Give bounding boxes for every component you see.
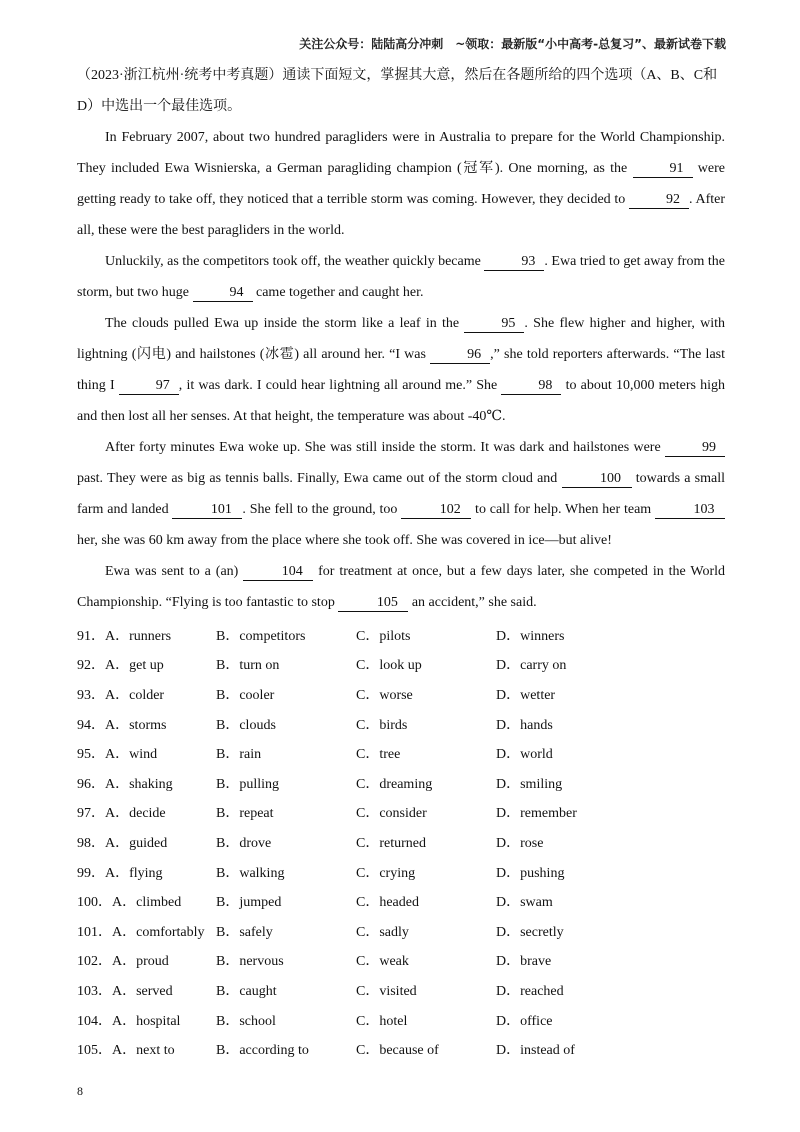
- option-b[interactable]: [216, 862, 356, 882]
- option-label: A．served: [112, 983, 173, 999]
- passage-text: an accident,” she said.: [408, 595, 537, 610]
- option-a[interactable]: [77, 684, 216, 704]
- option-a[interactable]: [77, 802, 216, 822]
- option-label: A．hospital: [112, 1013, 181, 1029]
- option-c[interactable]: [356, 1010, 496, 1030]
- option-label: C．because of: [356, 1043, 439, 1059]
- answer-blank: 104: [243, 564, 313, 581]
- passage-text: ,” she told reporters afterwards. “The last thing I: [77, 347, 725, 393]
- option-d[interactable]: [496, 743, 646, 763]
- option-label: B．pulling: [216, 776, 280, 792]
- passage-text: to call for help. When her team: [471, 502, 655, 517]
- paragraph: [77, 556, 725, 618]
- option-c[interactable]: [356, 625, 496, 645]
- option-label: D．world: [496, 747, 553, 763]
- option-b[interactable]: [216, 1010, 356, 1030]
- option-d[interactable]: [496, 980, 646, 1000]
- option-c[interactable]: [356, 654, 496, 674]
- option-a[interactable]: [77, 950, 216, 970]
- option-label: D．remember: [496, 806, 577, 822]
- option-d[interactable]: [496, 950, 646, 970]
- question-number: 105．: [77, 1043, 112, 1059]
- passage-text: . She flew higher and higher, with lightning (闪电) and hailstones (冰雹) all around her. “I was: [77, 316, 725, 362]
- question-row: [77, 1005, 725, 1035]
- passage-text: her, she was 60 km away from the place where she took off. She was covered in ice—but alive!: [77, 533, 612, 548]
- option-label: C．consider: [356, 806, 427, 822]
- question-row: [77, 886, 725, 916]
- option-d[interactable]: [496, 1039, 646, 1059]
- option-a[interactable]: [77, 980, 216, 1000]
- option-c[interactable]: [356, 1039, 496, 1059]
- passage-text: past. They were as big as tennis balls. Finally, Ewa came out of the storm cloud and: [77, 471, 562, 486]
- option-label: A．shaking: [105, 776, 173, 792]
- question-number: 100．: [77, 895, 112, 911]
- option-label: B．rain: [216, 747, 262, 763]
- question-row: [77, 650, 725, 680]
- option-b[interactable]: [216, 950, 356, 970]
- option-c[interactable]: [356, 921, 496, 941]
- option-label: C．tree: [356, 747, 401, 763]
- question-row: [77, 738, 725, 768]
- question-row: [77, 916, 725, 946]
- option-b[interactable]: [216, 891, 356, 911]
- question-number: 102．: [77, 954, 112, 970]
- answer-blank: 101: [172, 502, 242, 519]
- option-d[interactable]: [496, 802, 646, 822]
- question-number: 101．: [77, 924, 112, 940]
- option-label: A．comfortably: [112, 924, 205, 940]
- passage-text: . Ewa tried to get away from the storm, but two huge: [77, 254, 725, 300]
- answer-blank: 99: [665, 440, 725, 457]
- passage: [77, 122, 725, 618]
- question-row: [77, 975, 725, 1005]
- answer-blank: 95: [464, 316, 524, 333]
- option-label: D．secretly: [496, 924, 564, 940]
- passage-text: Ewa was sent to a (an): [105, 564, 244, 579]
- option-a[interactable]: [77, 654, 216, 674]
- option-label: B．school: [216, 1013, 276, 1029]
- passage-text: for treatment at once, but a few days later, she competed in the World Championship. “Flying is too fantastic to stop: [77, 564, 725, 610]
- option-label: C．worse: [356, 687, 413, 703]
- passage-text: , it was dark. I could hear lightning all around me.” She: [178, 378, 502, 393]
- answer-blank: 97: [119, 378, 179, 395]
- page-number: 8: [77, 1084, 83, 1098]
- passage-text: In February 2007, about two hundred paragliders were in Australia to prepare for the World Championship. They included Ewa Wisnierska, a German paragliding champion (冠军). One morning, as the: [77, 130, 725, 176]
- answer-blank: 100: [562, 471, 632, 488]
- option-c[interactable]: [356, 980, 496, 1000]
- option-label: D．swam: [496, 895, 553, 911]
- paragraph: [77, 246, 725, 308]
- answer-blank: 103: [655, 502, 725, 519]
- option-label: B．according to: [216, 1043, 309, 1059]
- option-d[interactable]: [496, 891, 646, 911]
- option-a[interactable]: [77, 625, 216, 645]
- passage-text: to about 10,000 meters high and then lost all her senses. At that height, the temperature was about -40℃.: [77, 378, 725, 424]
- option-a[interactable]: [77, 773, 216, 793]
- passage-text: . After all, these were the best paragliders in the world.: [77, 192, 725, 238]
- option-a[interactable]: [77, 862, 216, 882]
- option-label: C．sadly: [356, 924, 409, 940]
- option-label: B．clouds: [216, 717, 276, 733]
- option-label: D．reached: [496, 983, 564, 999]
- answer-blank: 98: [501, 378, 561, 395]
- option-label: A．guided: [105, 835, 168, 851]
- option-label: A．colder: [105, 687, 165, 703]
- option-label: D．brave: [496, 954, 552, 970]
- passage-text: Unluckily, as the competitors took off, the weather quickly became: [105, 254, 485, 269]
- option-c[interactable]: [356, 832, 496, 852]
- paragraph: [77, 122, 725, 246]
- option-a[interactable]: [77, 921, 216, 941]
- option-b[interactable]: [216, 654, 356, 674]
- option-b[interactable]: [216, 743, 356, 763]
- option-b[interactable]: [216, 684, 356, 704]
- option-label: C．dreaming: [356, 776, 433, 792]
- question-row: [77, 709, 725, 739]
- option-label: C．weak: [356, 954, 409, 970]
- question-row: [77, 827, 725, 857]
- passage-text: towards a small farm and landed: [77, 471, 726, 517]
- question-number: 91．: [77, 628, 105, 644]
- option-label: C．birds: [356, 717, 408, 733]
- answer-blank: 102: [401, 502, 471, 519]
- option-label: A．get up: [105, 658, 164, 674]
- paragraph: [77, 432, 725, 556]
- option-label: D．pushing: [496, 865, 565, 881]
- option-c[interactable]: [356, 862, 496, 882]
- option-a[interactable]: [77, 832, 216, 852]
- option-label: D．smiling: [496, 776, 563, 792]
- option-label: A．wind: [105, 747, 158, 763]
- question-row: [77, 620, 725, 650]
- option-a[interactable]: [77, 891, 216, 911]
- option-a[interactable]: [77, 714, 216, 734]
- option-label: B．cooler: [216, 687, 275, 703]
- option-c[interactable]: [356, 714, 496, 734]
- question-number: 103．: [77, 983, 112, 999]
- option-b[interactable]: [216, 921, 356, 941]
- question-number: 104．: [77, 1013, 112, 1029]
- option-b[interactable]: [216, 980, 356, 1000]
- option-label: B．competitors: [216, 628, 306, 644]
- option-c[interactable]: [356, 743, 496, 763]
- option-c[interactable]: [356, 773, 496, 793]
- option-label: C．crying: [356, 865, 416, 881]
- question-number: 99．: [77, 865, 105, 881]
- option-c[interactable]: [356, 891, 496, 911]
- option-label: B．repeat: [216, 806, 274, 822]
- option-label: A．proud: [112, 954, 169, 970]
- question-number: 96．: [77, 776, 105, 792]
- question-row: [77, 1034, 725, 1064]
- answer-blank: 92: [629, 192, 689, 209]
- page-header: 关注公众号：陆陆高分冲刺 ~领取：最新版“小中高考-总复习”、最新试卷下载: [299, 37, 726, 51]
- question-row: [77, 798, 725, 828]
- question-number: 93．: [77, 687, 105, 703]
- option-a[interactable]: [77, 743, 216, 763]
- question-number: 92．: [77, 658, 105, 674]
- option-b[interactable]: [216, 1039, 356, 1059]
- option-label: B．turn on: [216, 658, 280, 674]
- option-label: B．drove: [216, 835, 272, 851]
- option-d[interactable]: [496, 1010, 646, 1030]
- option-d[interactable]: [496, 625, 646, 645]
- option-label: D．instead of: [496, 1043, 575, 1059]
- answer-blank: 96: [430, 347, 490, 364]
- question-row: [77, 946, 725, 976]
- option-b[interactable]: [216, 773, 356, 793]
- passage-text: The clouds pulled Ewa up inside the storm like a leaf in the: [105, 316, 465, 331]
- document-body: [77, 60, 725, 1064]
- question-list: [77, 620, 725, 1064]
- question-number: 94．: [77, 717, 105, 733]
- option-a[interactable]: [77, 1039, 216, 1059]
- option-d[interactable]: [496, 832, 646, 852]
- option-b[interactable]: [216, 832, 356, 852]
- passage-text: After forty minutes Ewa woke up. She was still inside the storm. It was dark and hailstones were: [105, 440, 665, 455]
- question-number: 98．: [77, 835, 105, 851]
- option-label: A．climbed: [112, 895, 182, 911]
- option-label: A．next to: [112, 1043, 175, 1059]
- option-b[interactable]: [216, 714, 356, 734]
- answer-blank: 94: [193, 285, 253, 302]
- option-d[interactable]: [496, 862, 646, 882]
- option-d[interactable]: [496, 714, 646, 734]
- option-b[interactable]: [216, 625, 356, 645]
- passage-text: were getting ready to take off, they noticed that a terrible storm was coming. However, they decided to: [77, 161, 726, 207]
- option-a[interactable]: [77, 1010, 216, 1030]
- question-row: [77, 679, 725, 709]
- option-label: C．hotel: [356, 1013, 408, 1029]
- option-d[interactable]: [496, 773, 646, 793]
- answer-blank: 105: [338, 595, 408, 612]
- question-row: [77, 768, 725, 798]
- paragraph: [77, 308, 725, 432]
- option-label: B．walking: [216, 865, 285, 881]
- answer-blank: 91: [633, 161, 693, 178]
- option-label: C．returned: [356, 835, 426, 851]
- option-c[interactable]: [356, 684, 496, 704]
- question-number: 97．: [77, 806, 105, 822]
- option-label: C．visited: [356, 983, 417, 999]
- option-label: C．look up: [356, 658, 422, 674]
- option-label: D．rose: [496, 835, 544, 851]
- option-label: A．runners: [105, 628, 172, 644]
- option-label: D．office: [496, 1013, 553, 1029]
- option-b[interactable]: [216, 802, 356, 822]
- option-label: A．decide: [105, 806, 166, 822]
- option-label: A．storms: [105, 717, 167, 733]
- option-label: A．flying: [105, 865, 163, 881]
- option-label: B．caught: [216, 983, 277, 999]
- option-c[interactable]: [356, 950, 496, 970]
- option-label: B．jumped: [216, 895, 282, 911]
- option-label: D．hands: [496, 717, 553, 733]
- instructions: （2023·浙江杭州·统考中考真题）通读下面短文，掌握其大意，然后在各题所给的四个选项（A、B、C和D）中选出一个最佳选项。: [77, 68, 718, 114]
- option-label: B．safely: [216, 924, 273, 940]
- option-label: D．wetter: [496, 687, 556, 703]
- option-d[interactable]: [496, 654, 646, 674]
- option-d[interactable]: [496, 921, 646, 941]
- option-label: D．winners: [496, 628, 565, 644]
- option-label: D．carry on: [496, 658, 567, 674]
- option-c[interactable]: [356, 802, 496, 822]
- answer-blank: 93: [484, 254, 544, 271]
- question-number: 95．: [77, 747, 105, 763]
- option-label: C．pilots: [356, 628, 411, 644]
- option-label: C．headed: [356, 895, 419, 911]
- option-d[interactable]: [496, 684, 646, 704]
- option-label: B．nervous: [216, 954, 284, 970]
- passage-text: came together and caught her.: [252, 285, 424, 300]
- question-row: [77, 857, 725, 887]
- passage-text: . She fell to the ground, too: [242, 502, 402, 517]
